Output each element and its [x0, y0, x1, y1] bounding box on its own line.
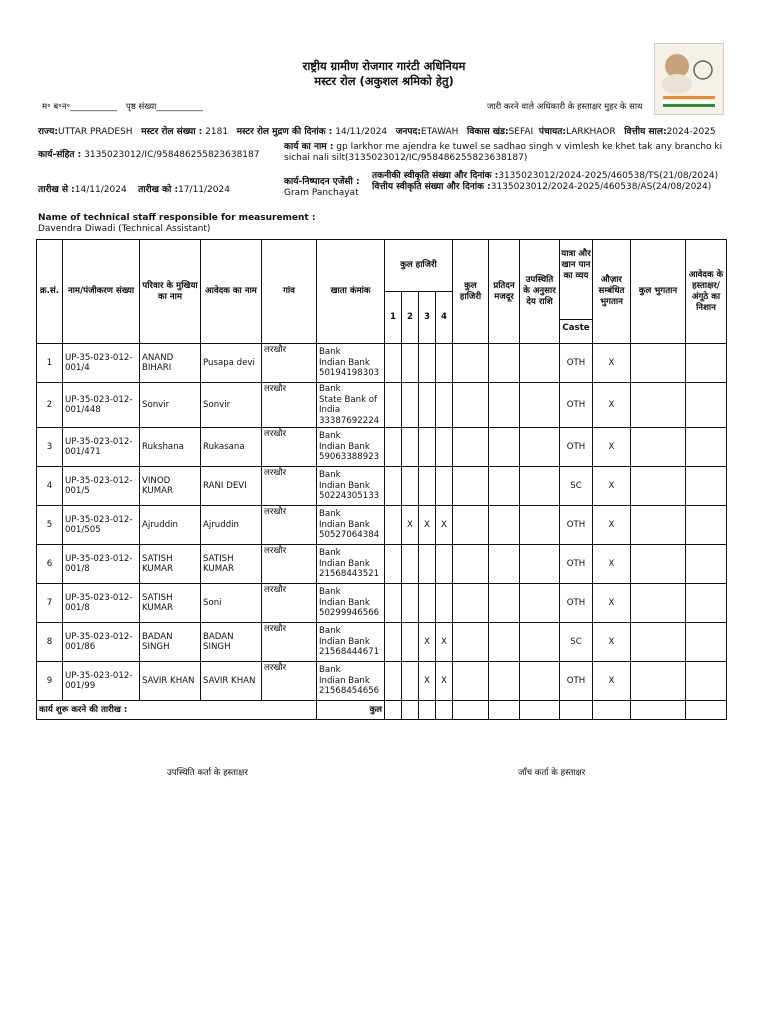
cell-day-1 — [385, 584, 402, 623]
cell-sno: 6 — [37, 545, 63, 584]
cell-daily-wage — [489, 428, 520, 467]
cell-caste: SC — [560, 467, 593, 506]
cell-caste: OTH — [560, 662, 593, 701]
cell-day-1 — [385, 383, 402, 428]
cell-village: लरखौर — [262, 506, 317, 545]
attendance-taker-signature: उपस्थिति कर्ता के हस्ताक्षर — [167, 768, 248, 778]
table-row — [37, 344, 727, 383]
cell-day-3 — [419, 545, 436, 584]
cell-day-2 — [402, 545, 419, 584]
col-village: गांव — [262, 240, 317, 344]
cell-registration: UP-35-023-012-001/86 — [63, 623, 140, 662]
cell-day-3 — [419, 344, 436, 383]
cell-tools: X — [593, 383, 631, 428]
cell-day-2 — [402, 623, 419, 662]
cell-due-amount — [520, 383, 560, 428]
cell-signature — [686, 545, 727, 584]
cell-tools: X — [593, 662, 631, 701]
col-day-4: 4 — [436, 292, 453, 344]
cell-family-head: SATISH KUMAR — [140, 545, 201, 584]
cell-signature — [686, 662, 727, 701]
cell-sno: 9 — [37, 662, 63, 701]
cell-day-1 — [385, 344, 402, 383]
cell-day-2 — [402, 383, 419, 428]
cell-registration: UP-35-023-012-001/8 — [63, 584, 140, 623]
table-row — [37, 383, 727, 428]
table-row — [37, 662, 727, 701]
cell-tools: X — [593, 545, 631, 584]
cell-daily-wage — [489, 662, 520, 701]
page-title: राष्ट्रीय ग्रामीण रोजगार गारंटी अधिनियम — [302, 59, 466, 73]
table-row — [37, 506, 727, 545]
cell-day-1 — [385, 428, 402, 467]
cell-total-payment — [631, 506, 686, 545]
cell-caste: SC — [560, 623, 593, 662]
cell-signature — [686, 506, 727, 545]
cell-day-4 — [436, 344, 453, 383]
cell-due-amount — [520, 584, 560, 623]
cell-total-payment — [631, 383, 686, 428]
cell-caste: OTH — [560, 545, 593, 584]
col-day-1: 1 — [385, 292, 402, 344]
cell-day-4 — [436, 428, 453, 467]
cell-family-head: Rukshana — [140, 428, 201, 467]
cell-applicant: SATISH KUMAR — [201, 545, 262, 584]
cell-caste: OTH — [560, 584, 593, 623]
col-travel-caste: यात्रा और खान पान का व्यय Caste — [560, 240, 593, 344]
cell-applicant: Rukasana — [201, 428, 262, 467]
cell-day-3 — [419, 383, 436, 428]
table-row — [37, 467, 727, 506]
sanction-info: तकनीकी स्वीकृति संख्या और दिनांक :3135023012/2024-2025/460538/TS(21/08/2024) वित्तीय स्वीकृति संख्या और दिनांक :3135023012/2024-2025/460538/AS(24/08/2024) — [372, 171, 719, 192]
col-name-reg: नाम/पंजीकरण संख्या — [63, 240, 140, 344]
col-daily-wage: प्रतिदन मजदूर — [489, 240, 520, 344]
cell-account: Bank Indian Bank 50299946566 — [317, 584, 385, 623]
cell-family-head: Sonvir — [140, 383, 201, 428]
info-row: राज्य:UTTAR PRADESH मस्टर रोल संख्या : 2181 मस्टर रोल मुद्रण की दिनांक : 14/11/2024 जनपद:ETAWAH विकास खंड:SEFAI पंचायत:LARKHAOR वित्तीय साल:2024-2025 — [38, 127, 716, 137]
col-day-3: 3 — [419, 292, 436, 344]
cell-registration: UP-35-023-012-001/471 — [63, 428, 140, 467]
cell-village: लरखौर — [262, 545, 317, 584]
cell-due-amount — [520, 545, 560, 584]
cell-signature — [686, 344, 727, 383]
cell-village: लरखौर — [262, 344, 317, 383]
cell-sno: 2 — [37, 383, 63, 428]
cell-signature — [686, 428, 727, 467]
muster-roll-table — [36, 239, 727, 720]
cell-daily-wage — [489, 623, 520, 662]
cell-total-payment — [631, 623, 686, 662]
cell-account: Bank Indian Bank 21568444671 — [317, 623, 385, 662]
cell-account: Bank Indian Bank 59063388923 — [317, 428, 385, 467]
table-row — [37, 428, 727, 467]
cell-village: लरखौर — [262, 383, 317, 428]
total-label: कुल — [317, 701, 385, 720]
cell-family-head: Ajruddin — [140, 506, 201, 545]
cell-day-2 — [402, 584, 419, 623]
cell-registration: UP-35-023-012-001/8 — [63, 545, 140, 584]
col-tools: औज़ार सम्बंधित भुगतान — [593, 240, 631, 344]
cell-day-4 — [436, 584, 453, 623]
cell-registration: UP-35-023-012-001/448 — [63, 383, 140, 428]
cell-total-payment — [631, 467, 686, 506]
issuer-signature-label: जारी करने वाले अधिकारी के हस्ताक्षर मुहर के साथ — [487, 102, 643, 112]
cell-day-4: X — [436, 506, 453, 545]
cell-day-4 — [436, 545, 453, 584]
table-row — [37, 623, 727, 662]
work-name: कार्य का नाम : gp larkhor me ajendra ke tuwel se sadhao singh v vimlesh ke khet tak any brancho ki sichai nali silt(3135023012/IC/958486255823638187) — [284, 142, 723, 163]
cell-sno: 1 — [37, 344, 63, 383]
cell-tools: X — [593, 467, 631, 506]
cell-due-amount — [520, 623, 560, 662]
cell-family-head: BADAN SINGH — [140, 623, 201, 662]
cell-day-3: X — [419, 623, 436, 662]
cell-day-1 — [385, 545, 402, 584]
cell-day-3: X — [419, 662, 436, 701]
col-sno: क्र.सं. — [37, 240, 63, 344]
cell-account: Bank State Bank of India 33387692224 — [317, 383, 385, 428]
cell-tools: X — [593, 623, 631, 662]
cell-day-4: X — [436, 662, 453, 701]
gandhi-logo-icon — [654, 43, 724, 115]
cell-day-4: X — [436, 623, 453, 662]
cell-signature — [686, 584, 727, 623]
cell-total-payment — [631, 344, 686, 383]
col-total-payment: कुल भुगतान — [631, 240, 686, 344]
technical-staff: Name of technical staff responsible for measurement : Davendra Diwadi (Technical Assistant) — [38, 213, 316, 234]
cell-account: Bank Indian Bank 50194198303 — [317, 344, 385, 383]
col-total-attendance: कुल हाजिरी — [453, 240, 489, 344]
date-range: तारीख से :14/11/2024 तारीख को :17/11/2024 — [38, 185, 230, 195]
cell-total-payment — [631, 428, 686, 467]
cell-registration: UP-35-023-012-001/505 — [63, 506, 140, 545]
cell-tools: X — [593, 506, 631, 545]
cell-caste: OTH — [560, 383, 593, 428]
cell-day-4 — [436, 467, 453, 506]
work-code: कार्य-संहित : 3135023012/IC/958486255823638187 — [38, 150, 260, 160]
cell-applicant: BADAN SINGH — [201, 623, 262, 662]
cell-due-amount — [520, 662, 560, 701]
cell-daily-wage — [489, 584, 520, 623]
cell-signature — [686, 467, 727, 506]
cell-account: Bank Indian Bank 50527064384 — [317, 506, 385, 545]
cell-daily-wage — [489, 383, 520, 428]
cell-day-2 — [402, 662, 419, 701]
cell-total-payment — [631, 545, 686, 584]
cell-account: Bank Indian Bank 50224305133 — [317, 467, 385, 506]
cell-tools: X — [593, 584, 631, 623]
col-day-2: 2 — [402, 292, 419, 344]
col-family-head: परिवार के मुखिया का नाम — [140, 240, 201, 344]
cell-applicant: SAVIR KHAN — [201, 662, 262, 701]
cell-daily-wage — [489, 467, 520, 506]
cell-day-1 — [385, 662, 402, 701]
col-signature: आवेदक के हस्ताक्षर/अंगूठे का निशान — [686, 240, 727, 344]
col-applicant: आवेदक का नाम — [201, 240, 262, 344]
work-start-date-label: कार्य शुरू करने की तारीख : — [37, 701, 317, 720]
cell-due-amount — [520, 344, 560, 383]
cell-village: लरखौर — [262, 467, 317, 506]
cell-total-payment — [631, 662, 686, 701]
cell-due-amount — [520, 428, 560, 467]
cell-day-4 — [436, 383, 453, 428]
col-due-amount: उपस्थिति के अनुसार देय राशि — [520, 240, 560, 344]
cell-day-1 — [385, 623, 402, 662]
cell-sno: 5 — [37, 506, 63, 545]
cell-day-3 — [419, 584, 436, 623]
cell-total-attendance — [453, 662, 489, 701]
cell-caste: OTH — [560, 428, 593, 467]
cell-caste: OTH — [560, 344, 593, 383]
cell-village: लरखौर — [262, 623, 317, 662]
mb-number: म॰ ब॰न॰___________ — [42, 102, 117, 112]
cell-signature — [686, 383, 727, 428]
table-row — [37, 584, 727, 623]
cell-total-attendance — [453, 545, 489, 584]
cell-village: लरखौर — [262, 584, 317, 623]
cell-signature — [686, 623, 727, 662]
cell-registration: UP-35-023-012-001/99 — [63, 662, 140, 701]
cell-day-2 — [402, 467, 419, 506]
cell-sno: 4 — [37, 467, 63, 506]
cell-day-1 — [385, 506, 402, 545]
cell-village: लरखौर — [262, 428, 317, 467]
cell-family-head: SATISH KUMAR — [140, 584, 201, 623]
cell-day-3 — [419, 428, 436, 467]
cell-family-head: VINOD KUMAR — [140, 467, 201, 506]
cell-account: Bank Indian Bank 21568454656 — [317, 662, 385, 701]
cell-total-attendance — [453, 428, 489, 467]
page-subtitle: मस्टर रोल (अकुशल श्रमिको हेतु) — [314, 74, 454, 88]
col-attendance: कुल हाजिरी — [385, 240, 453, 292]
cell-due-amount — [520, 506, 560, 545]
cell-applicant: Pusapa devi — [201, 344, 262, 383]
executing-agency: कार्य-निष्पादन एजेंसी : Gram Panchayat — [284, 177, 360, 198]
cell-sno: 8 — [37, 623, 63, 662]
cell-day-1 — [385, 467, 402, 506]
cell-sno: 3 — [37, 428, 63, 467]
cell-account: Bank Indian Bank 21568443521 — [317, 545, 385, 584]
cell-day-2 — [402, 344, 419, 383]
cell-total-attendance — [453, 383, 489, 428]
cell-total-attendance — [453, 506, 489, 545]
cell-family-head: ANAND BIHARI — [140, 344, 201, 383]
table-row — [37, 545, 727, 584]
cell-total-payment — [631, 584, 686, 623]
cell-daily-wage — [489, 506, 520, 545]
cell-caste: OTH — [560, 506, 593, 545]
cell-applicant: Soni — [201, 584, 262, 623]
cell-village: लरखौर — [262, 662, 317, 701]
page-number: पृष्ठ संख्या___________ — [126, 102, 204, 112]
cell-total-attendance — [453, 584, 489, 623]
cell-day-2 — [402, 428, 419, 467]
cell-total-attendance — [453, 623, 489, 662]
cell-sno: 7 — [37, 584, 63, 623]
cell-day-2: X — [402, 506, 419, 545]
cell-due-amount — [520, 467, 560, 506]
cell-daily-wage — [489, 545, 520, 584]
cell-applicant: Sonvir — [201, 383, 262, 428]
cell-total-attendance — [453, 467, 489, 506]
cell-registration: UP-35-023-012-001/5 — [63, 467, 140, 506]
col-account: खाता कंमांक — [317, 240, 385, 344]
cell-tools: X — [593, 344, 631, 383]
cell-day-3 — [419, 467, 436, 506]
cell-registration: UP-35-023-012-001/4 — [63, 344, 140, 383]
cell-tools: X — [593, 428, 631, 467]
cell-day-3: X — [419, 506, 436, 545]
cell-total-attendance — [453, 344, 489, 383]
cell-daily-wage — [489, 344, 520, 383]
cell-applicant: RANI DEVI — [201, 467, 262, 506]
cell-family-head: SAVIR KHAN — [140, 662, 201, 701]
cell-applicant: Ajruddin — [201, 506, 262, 545]
checker-signature: जाँच कर्ता के हस्ताक्षर — [518, 768, 586, 778]
